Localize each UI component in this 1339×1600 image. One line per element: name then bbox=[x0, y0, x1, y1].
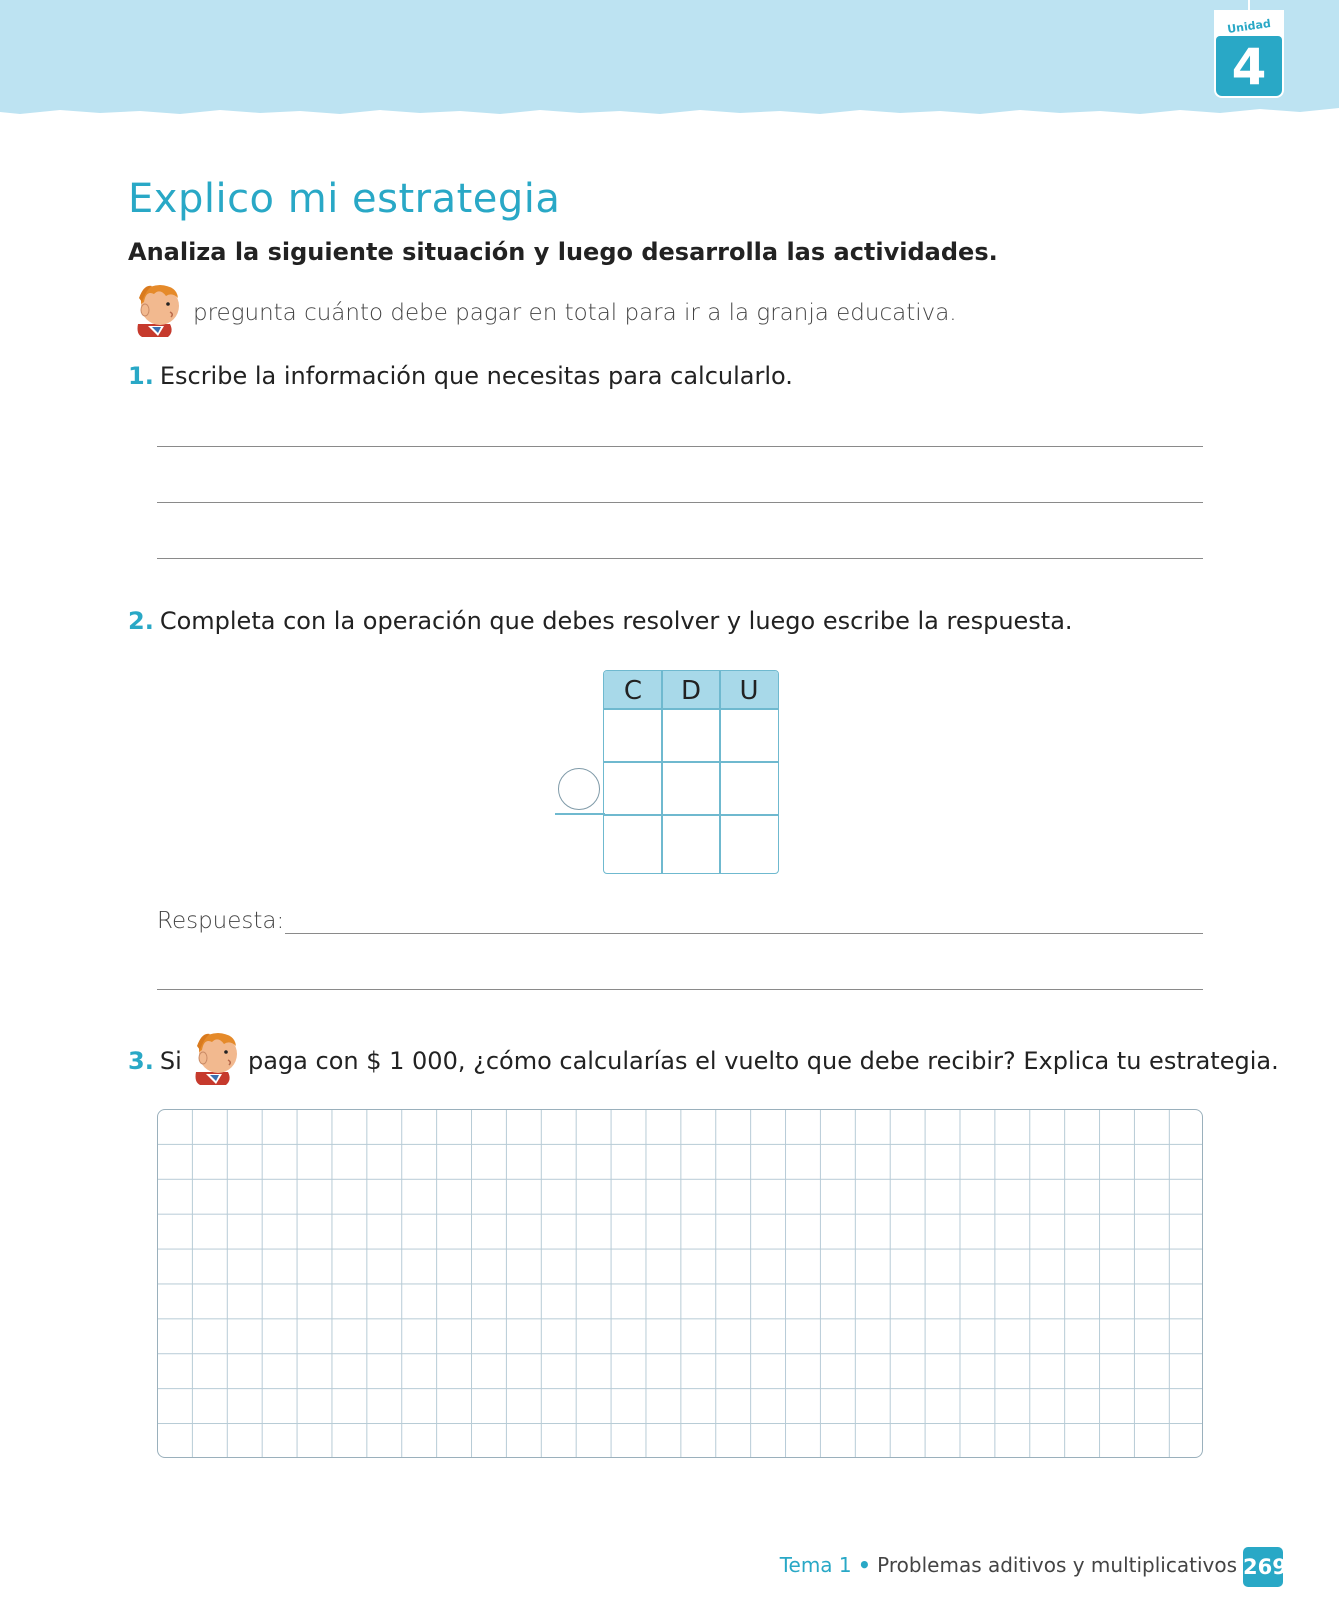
column-divider bbox=[661, 671, 663, 873]
answer-line[interactable] bbox=[157, 558, 1203, 559]
question-1 bbox=[128, 362, 793, 390]
answer-line[interactable] bbox=[157, 989, 1203, 990]
boy-character-icon bbox=[188, 1028, 244, 1086]
grid-workspace[interactable] bbox=[157, 1109, 1203, 1458]
footer-tema: Tema 1 bbox=[779, 1553, 852, 1577]
question-pre: Si bbox=[159, 1047, 182, 1075]
question-number: 1. bbox=[128, 362, 154, 390]
footer bbox=[780, 1553, 1237, 1577]
column-divider bbox=[719, 671, 721, 873]
question-text: Completa con la operación que debes resolver y luego escribe la respuesta. bbox=[159, 607, 1073, 635]
result-line bbox=[604, 814, 778, 816]
unit-label: Unidad bbox=[1226, 17, 1272, 36]
boy-character-icon bbox=[130, 280, 186, 338]
question-number: 2. bbox=[128, 607, 154, 635]
answer-line[interactable] bbox=[285, 933, 1203, 934]
answer-line[interactable] bbox=[157, 502, 1203, 503]
question-text: Escribe la información que necesitas para calcularlo. bbox=[159, 362, 793, 390]
footer-topic: Problemas aditivos y multiplicativos bbox=[877, 1553, 1237, 1577]
row-divider bbox=[604, 708, 778, 710]
question-2 bbox=[128, 607, 1073, 635]
header-band bbox=[0, 0, 1339, 125]
answer-label: Respuesta: bbox=[157, 908, 285, 934]
operation-line bbox=[555, 813, 605, 815]
unit-badge bbox=[1214, 10, 1284, 98]
unit-number: 4 bbox=[1216, 36, 1282, 96]
header-u: U bbox=[739, 676, 759, 706]
header-c: C bbox=[623, 676, 643, 706]
row-divider bbox=[604, 761, 778, 763]
header-d: D bbox=[680, 676, 702, 706]
situation-text: pregunta cuánto debe pagar en total para ir a la granja educativa. bbox=[193, 300, 957, 326]
question-3-text: paga con $ 1 000, ¿cómo calcularías el vuelto que debe recibir? Explica tu estrategia. bbox=[248, 1047, 1279, 1075]
place-value-table bbox=[603, 670, 779, 874]
question-3 bbox=[128, 1047, 182, 1075]
operation-sign-input[interactable] bbox=[558, 768, 600, 810]
instruction-text: Analiza la siguiente situación y luego desarrolla las actividades. bbox=[128, 238, 998, 266]
page-number: 269 bbox=[1243, 1547, 1283, 1587]
tab-string bbox=[1248, 0, 1250, 14]
footer-bullet: • bbox=[858, 1553, 871, 1577]
question-number: 3. bbox=[128, 1047, 154, 1075]
answer-line[interactable] bbox=[157, 446, 1203, 447]
section-title: Explico mi estrategia bbox=[128, 176, 561, 222]
